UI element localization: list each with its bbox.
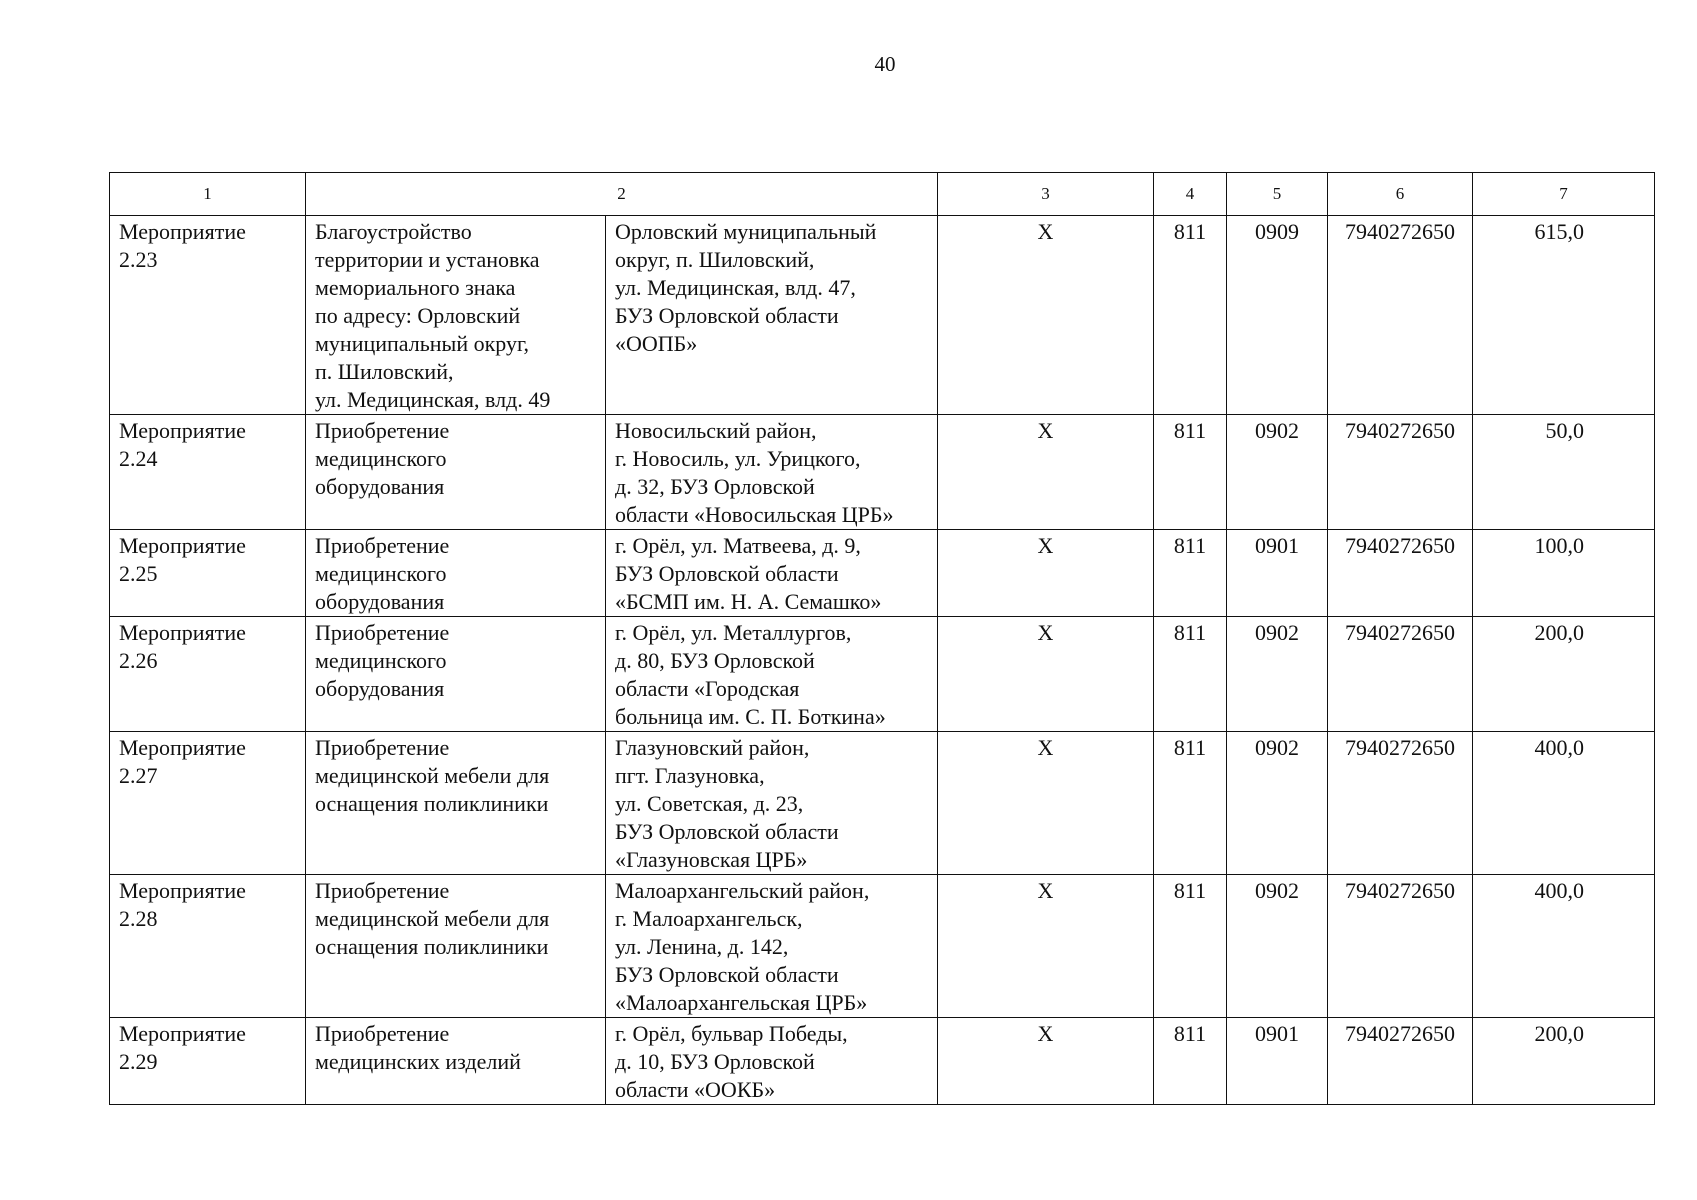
- activity-cell: Мероприятие 2.26: [110, 617, 306, 732]
- department-code-cell: 811: [1154, 415, 1227, 530]
- description-cell: Приобретение медицинских изделий: [306, 1018, 606, 1105]
- amount-cell: 400,0: [1473, 875, 1655, 1018]
- description-cell: Приобретение медицинской мебели для оснащения поликлиники: [306, 732, 606, 875]
- location-cell: Малоархангельский район, г. Малоархангельск, ул. Ленина, д. 142, БУЗ Орловской области «Малоархангельская ЦРБ»: [606, 875, 938, 1018]
- executor-cell: Х: [938, 216, 1154, 415]
- header-cell: 7: [1473, 173, 1655, 216]
- header-cell: 2: [306, 173, 938, 216]
- target-article-cell: 7940272650: [1328, 216, 1473, 415]
- department-code-cell: 811: [1154, 1018, 1227, 1105]
- activity-cell: Мероприятие 2.29: [110, 1018, 306, 1105]
- section-code-cell: 0902: [1227, 617, 1328, 732]
- target-article-cell: 7940272650: [1328, 415, 1473, 530]
- header-cell: 1: [110, 173, 306, 216]
- department-code-cell: 811: [1154, 732, 1227, 875]
- amount-cell: 400,0: [1473, 732, 1655, 875]
- section-code-cell: 0901: [1227, 530, 1328, 617]
- executor-cell: Х: [938, 875, 1154, 1018]
- section-code-cell: 0902: [1227, 875, 1328, 1018]
- activity-cell: Мероприятие 2.28: [110, 875, 306, 1018]
- activities-table: [109, 172, 1655, 1105]
- executor-cell: Х: [938, 732, 1154, 875]
- amount-cell: 50,0: [1473, 415, 1655, 530]
- amount-cell: 200,0: [1473, 1018, 1655, 1105]
- header-cell: 4: [1154, 173, 1227, 216]
- executor-cell: Х: [938, 1018, 1154, 1105]
- department-code-cell: 811: [1154, 875, 1227, 1018]
- location-cell: Новосильский район, г. Новосиль, ул. Урицкого, д. 32, БУЗ Орловской области «Новосильская ЦРБ»: [606, 415, 938, 530]
- activity-cell: Мероприятие 2.25: [110, 530, 306, 617]
- location-cell: Орловский муниципальный округ, п. Шиловский, ул. Медицинская, влд. 47, БУЗ Орловской области «ООПБ»: [606, 216, 938, 415]
- description-cell: Благоустройство территории и установка мемориального знака по адресу: Орловский муниципальный округ, п. Шиловский, ул. Медицинская, влд. 49: [306, 216, 606, 415]
- location-cell: г. Орёл, ул. Металлургов, д. 80, БУЗ Орловской области «Городская больница им. С. П. Боткина»: [606, 617, 938, 732]
- target-article-cell: 7940272650: [1328, 732, 1473, 875]
- header-cell: 6: [1328, 173, 1473, 216]
- target-article-cell: 7940272650: [1328, 1018, 1473, 1105]
- header-cell: 3: [938, 173, 1154, 216]
- table-row: [110, 617, 1655, 732]
- table-row: [110, 530, 1655, 617]
- table-row: [110, 216, 1655, 415]
- department-code-cell: 811: [1154, 617, 1227, 732]
- activity-cell: Мероприятие 2.24: [110, 415, 306, 530]
- activity-cell: Мероприятие 2.23: [110, 216, 306, 415]
- location-cell: г. Орёл, бульвар Победы, д. 10, БУЗ Орловской области «ООКБ»: [606, 1018, 938, 1105]
- executor-cell: Х: [938, 415, 1154, 530]
- amount-cell: 100,0: [1473, 530, 1655, 617]
- department-code-cell: 811: [1154, 216, 1227, 415]
- section-code-cell: 0902: [1227, 415, 1328, 530]
- amount-cell: 200,0: [1473, 617, 1655, 732]
- department-code-cell: 811: [1154, 530, 1227, 617]
- header-cell: 5: [1227, 173, 1328, 216]
- activity-cell: Мероприятие 2.27: [110, 732, 306, 875]
- target-article-cell: 7940272650: [1328, 875, 1473, 1018]
- amount-cell: 615,0: [1473, 216, 1655, 415]
- table-row: [110, 875, 1655, 1018]
- section-code-cell: 0902: [1227, 732, 1328, 875]
- description-cell: Приобретение медицинской мебели для оснащения поликлиники: [306, 875, 606, 1018]
- table-row: [110, 1018, 1655, 1105]
- description-cell: Приобретение медицинского оборудования: [306, 617, 606, 732]
- table-header-row: [110, 173, 1655, 216]
- table-row: [110, 415, 1655, 530]
- description-cell: Приобретение медицинского оборудования: [306, 415, 606, 530]
- executor-cell: Х: [938, 530, 1154, 617]
- section-code-cell: 0909: [1227, 216, 1328, 415]
- location-cell: г. Орёл, ул. Матвеева, д. 9, БУЗ Орловской области «БСМП им. Н. А. Семашко»: [606, 530, 938, 617]
- description-cell: Приобретение медицинского оборудования: [306, 530, 606, 617]
- page-number: 40: [874, 52, 896, 76]
- executor-cell: Х: [938, 617, 1154, 732]
- section-code-cell: 0901: [1227, 1018, 1328, 1105]
- target-article-cell: 7940272650: [1328, 530, 1473, 617]
- table-row: [110, 732, 1655, 875]
- location-cell: Глазуновский район, пгт. Глазуновка, ул. Советская, д. 23, БУЗ Орловской области «Глазуновская ЦРБ»: [606, 732, 938, 875]
- target-article-cell: 7940272650: [1328, 617, 1473, 732]
